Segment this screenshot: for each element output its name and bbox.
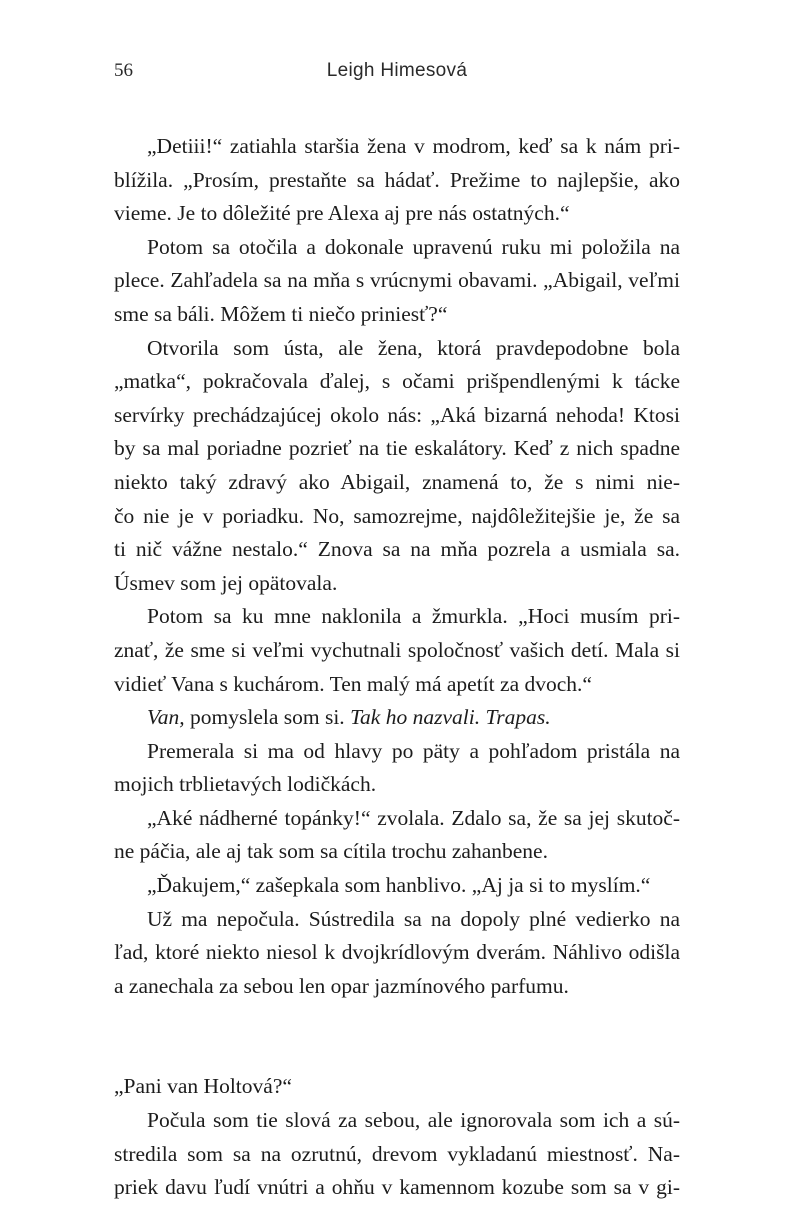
text-line: ľad, ktoré niekto niesol k dvojkrídlovým dverám. Náhlivo odišla [114, 940, 680, 965]
page-number: 56 [114, 60, 133, 81]
text-line: ne páčia, ale aj tak som sa cítila trochu zahanbene. [114, 839, 548, 864]
text-line: Počula som tie slová za sebou, ale ignorovala som ich a sú- [147, 1108, 680, 1133]
running-head-author: Leigh Himesová [326, 60, 468, 81]
text-line: mojich trblietavých lodičkách. [114, 772, 377, 797]
text-line: „Detiii!“ zatiahla staršia žena v modrom, keď sa k nám pri- [147, 134, 680, 158]
text-line: Premerala si ma od hlavy po päty a pohľadom pristála na [147, 738, 680, 763]
text-line: blížila. „Prosím, prestaňte sa hádať. Prežime to najlepšie, ako [114, 167, 680, 192]
text-line: Potom sa ku mne naklonila a žmurkla. „Hoci musím pri- [147, 604, 680, 629]
page-header [114, 60, 680, 90]
body-text [114, 130, 680, 1205]
italic-thought: Tak ho nazvali. Trapas. [350, 705, 551, 730]
text-line: vieme. Je to dôležité pre Alexa aj pre nás ostatných.“ [114, 201, 570, 226]
text-line: priek davu ľudí vnútri a ohňu v kamennom kozube som sa v gi- [114, 1175, 680, 1200]
text-line: by sa mal poriadne pozrieť na tie eskalátory. Keď z nich spadne [114, 436, 680, 461]
text-line: ti nič vážne nestalo.“ Znova sa na mňa pozrela a usmiala sa. [114, 537, 680, 562]
text-line-italic-thought [114, 701, 680, 735]
text-line: čo nie je v poriadku. No, samozrejme, najdôležitejšie je, že sa [114, 503, 680, 528]
text-line: niekto taký zdravý ako Abigail, znamená to, že s nimi nie- [114, 469, 680, 494]
text-line: znať, že sme si veľmi vychutnali spoločnosť vašich detí. Mala si [114, 637, 680, 662]
text-line: „matka“, pokračovala ďalej, s očami prišpendlenými k tácke [114, 369, 680, 394]
thought-verb: pomyslela som si. [190, 705, 345, 730]
text-line: servírky prechádzajúcej okolo nás: „Aká bizarná nehoda! Ktosi [114, 402, 680, 427]
text-line: Úsmev som jej opätovala. [114, 570, 338, 595]
text-line: stredila som sa na ozrutnú, drevom vykladanú miestnosť. Na- [114, 1141, 680, 1166]
text-line: „Pani van Holtová?“ [114, 1074, 292, 1099]
text-line: Už ma nepočula. Sústredila sa na dopoly plné vedierko na [147, 906, 680, 931]
text-line: „Ďakujem,“ zašepkala som hanblivo. „Aj ja si to myslím.“ [147, 873, 651, 898]
text-line: vidieť Vana s kuchárom. Ten malý má apetít za dvoch.“ [114, 671, 592, 696]
text-line: Potom sa otočila a dokonale upravenú ruku mi položila na [147, 234, 680, 259]
italic-name: Van, [147, 705, 185, 730]
text-line: plece. Zahľadela sa na mňa s vrúcnymi obavami. „Abigail, veľmi [114, 268, 680, 293]
text-line: Otvorila som ústa, ale žena, ktorá pravdepodobne bola [147, 335, 680, 360]
section-break [114, 1003, 680, 1070]
text-line: a zanechala za sebou len opar jazmínového parfumu. [114, 973, 569, 998]
text-line: sme sa báli. Môžem ti niečo priniesť?“ [114, 301, 448, 326]
text-line: „Aké nádherné topánky!“ zvolala. Zdalo sa, že sa jej skutoč- [147, 805, 680, 830]
